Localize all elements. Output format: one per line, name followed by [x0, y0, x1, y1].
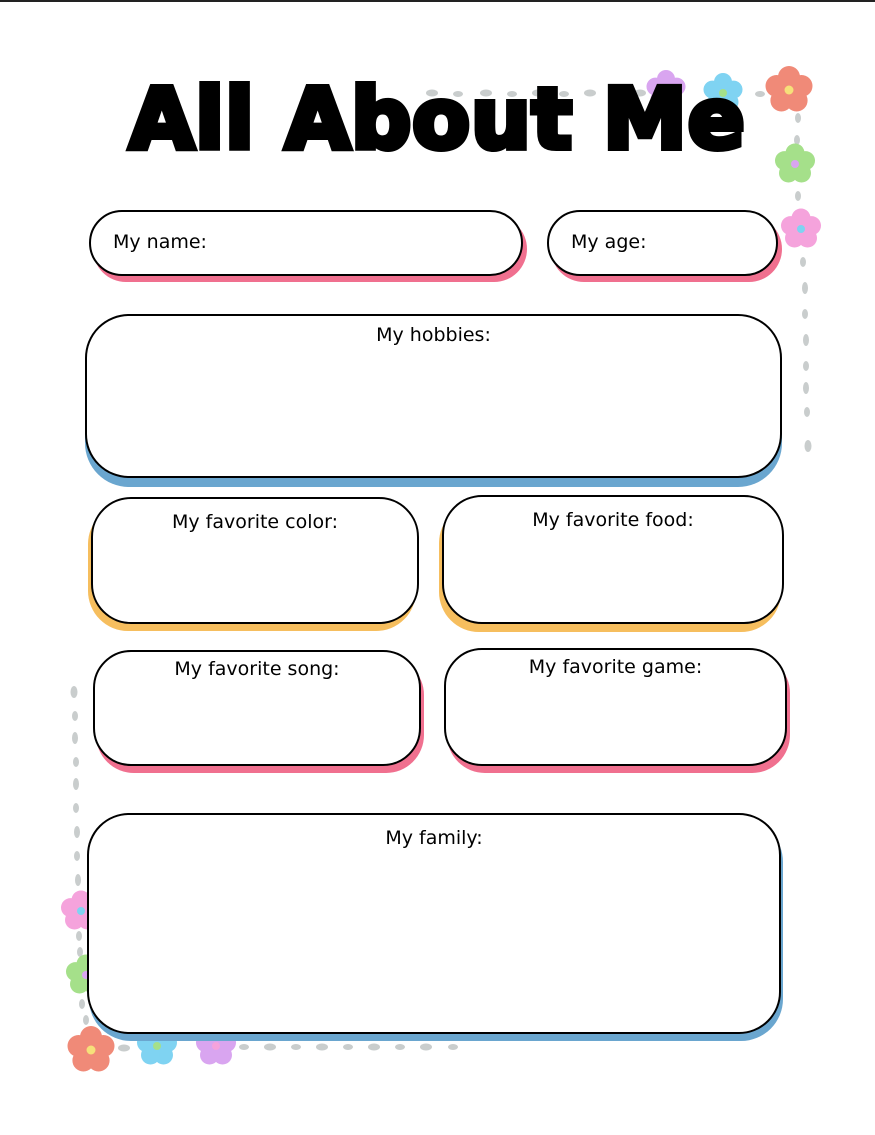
flower-red-bottom-left [68, 1026, 115, 1072]
hobbies-field-box[interactable] [85, 314, 782, 478]
favorite-color-label: My favorite color: [172, 511, 338, 533]
flower-pink-right [781, 209, 821, 248]
name-field-box[interactable] [89, 210, 523, 276]
favorite-song-field-box[interactable] [93, 650, 421, 766]
favorite-song-label: My favorite song: [174, 658, 340, 680]
age-field-box[interactable] [547, 210, 778, 276]
favorite-game-label: My favorite game: [528, 656, 703, 678]
favorite-color-field-box[interactable] [91, 497, 419, 624]
family-label: My family: [385, 827, 483, 849]
name-label: My name: [113, 231, 207, 253]
family-field-box[interactable] [87, 813, 781, 1034]
age-label: My age: [571, 231, 647, 253]
favorite-food-label: My favorite food: [532, 509, 694, 531]
favorite-game-field-box[interactable] [444, 648, 787, 766]
page-title: All About Me [129, 70, 746, 168]
hobbies-label: My hobbies: [376, 324, 491, 346]
favorite-food-field-box[interactable] [442, 495, 784, 624]
